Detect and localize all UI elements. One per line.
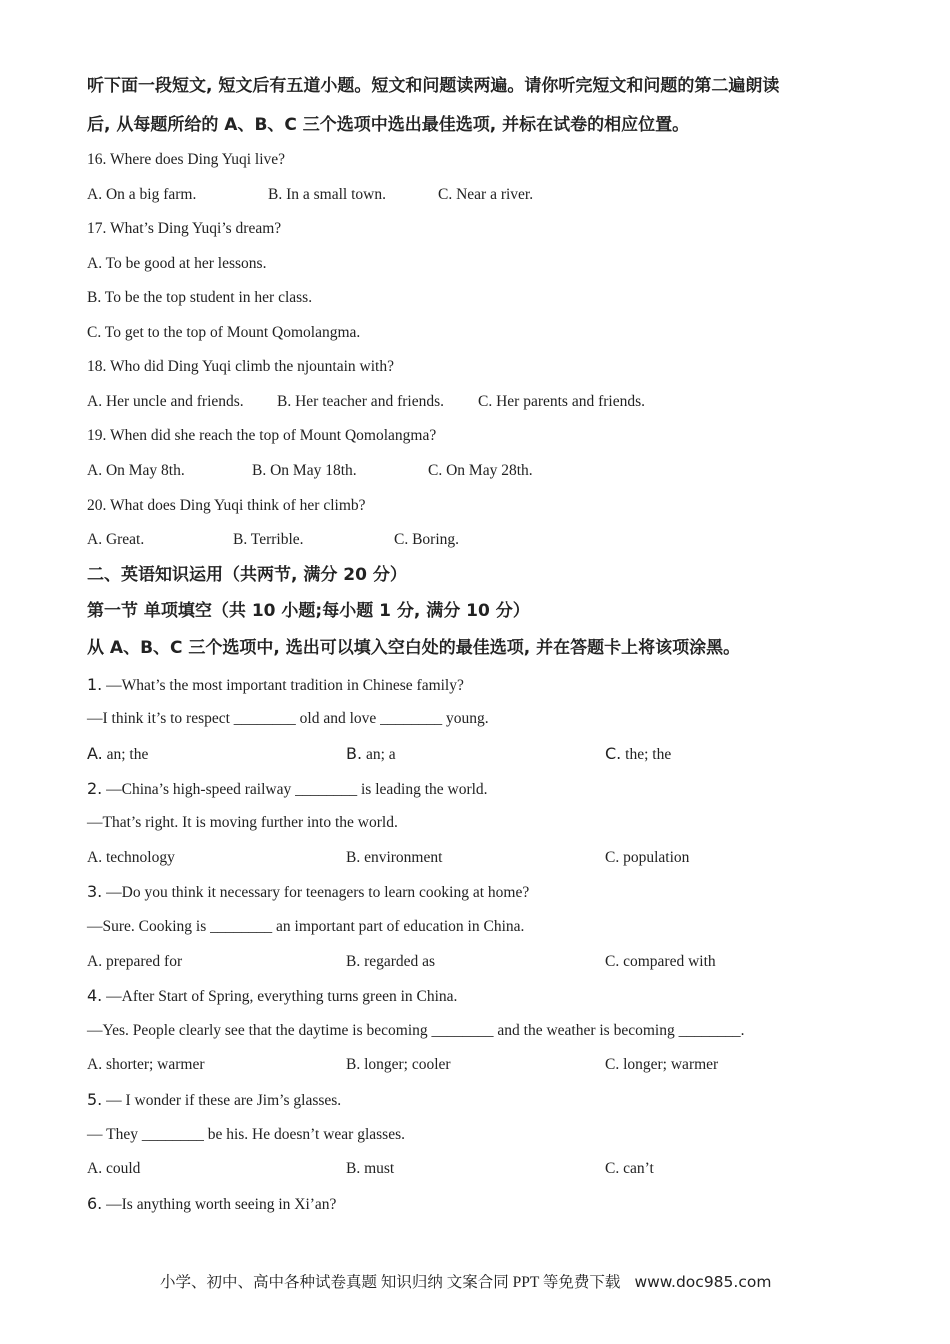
question-17: 17. What’s Ding Yuqi’s dream? <box>87 220 282 237</box>
option-17c: C. To get to the top of Mount Qomolangma. <box>87 324 361 341</box>
grammar-question-3 <box>87 882 529 903</box>
grammar-question-2 <box>87 779 488 800</box>
question-text: — I wonder if these are Jim’s glasses. <box>102 1092 342 1109</box>
grammar-question-5-reply: — They ________ be his. He doesn’t wear glasses. <box>87 1126 405 1143</box>
grammar-question-4 <box>87 986 457 1007</box>
option-5c: C. can’t <box>605 1160 654 1177</box>
option-16a: A. On a big farm. <box>87 186 197 203</box>
question-number: 5. <box>87 1090 103 1109</box>
question-number: 2. <box>87 779 103 798</box>
grammar-question-2-reply: —That’s right. It is moving further into the world. <box>87 814 398 831</box>
question-16: 16. Where does Ding Yuqi live? <box>87 151 286 168</box>
option-16c: C. Near a river. <box>438 186 534 203</box>
option-20b: B. Terrible. <box>233 531 304 548</box>
option-1c <box>605 744 671 765</box>
question-number: 1. <box>87 675 103 694</box>
footer-text: 小学、初中、高中各种试卷真题 知识归纳 文案合同 PPT 等免费下载 <box>160 1274 621 1291</box>
page-footer <box>160 1270 771 1292</box>
option-19b: B. On May 18th. <box>252 462 357 479</box>
question-text: —Is anything worth seeing in Xi’an? <box>102 1196 337 1213</box>
option-20c: C. Boring. <box>394 531 460 548</box>
option-text: an; a <box>362 746 396 763</box>
question-text: —After Start of Spring, everything turns green in China. <box>102 988 458 1005</box>
option-19a: A. On May 8th. <box>87 462 185 479</box>
listening-instructions-line1: 听下面一段短文, 短文后有五道小题。短文和问题读两遍。请你听完短文和问题的第二遍朗读 <box>87 76 780 96</box>
grammar-question-4-reply: —Yes. People clearly see that the daytime is becoming ________ and the weather is becoming ________. <box>87 1022 745 1039</box>
question-number: 6. <box>87 1194 103 1213</box>
option-1a <box>87 744 148 765</box>
question-text: —What’s the most important tradition in Chinese family? <box>102 677 464 694</box>
option-letter: C. <box>605 744 622 763</box>
option-5a: A. could <box>87 1160 141 1177</box>
option-text: an; the <box>102 746 149 763</box>
option-1b <box>346 744 396 765</box>
option-17b: B. To be the top student in her class. <box>87 289 313 306</box>
option-letter: B. <box>346 744 363 763</box>
section-2-title: 二、英语知识运用（共两节, 满分 20 分） <box>87 565 407 585</box>
option-3a: A. prepared for <box>87 953 183 970</box>
option-5b: B. must <box>346 1160 395 1177</box>
option-letter: A. <box>87 744 103 763</box>
question-20: 20. What does Ding Yuqi think of her climb? <box>87 497 366 514</box>
option-text: the; the <box>621 746 672 763</box>
part-1-title: 第一节 单项填空（共 10 小题;每小题 1 分, 满分 10 分） <box>87 601 530 621</box>
question-number: 3. <box>87 882 103 901</box>
option-4b: B. longer; cooler <box>346 1056 451 1073</box>
option-18b: B. Her teacher and friends. <box>277 393 444 410</box>
option-2a: A. technology <box>87 849 175 866</box>
question-19: 19. When did she reach the top of Mount Qomolangma? <box>87 427 437 444</box>
option-4c: C. longer; warmer <box>605 1056 719 1073</box>
question-18: 18. Who did Ding Yuqi climb the njountain with? <box>87 358 394 375</box>
footer-site-link[interactable]: www.doc985.com <box>634 1273 772 1291</box>
question-number: 4. <box>87 986 103 1005</box>
option-16b: B. In a small town. <box>268 186 386 203</box>
option-3c: C. compared with <box>605 953 716 970</box>
listening-instructions-line2: 后, 从每题所给的 A、B、C 三个选项中选出最佳选项, 并标在试卷的相应位置。 <box>87 115 690 135</box>
question-text: —Do you think it necessary for teenagers to learn cooking at home? <box>102 884 530 901</box>
option-18c: C. Her parents and friends. <box>478 393 646 410</box>
option-3b: B. regarded as <box>346 953 436 970</box>
option-2c: C. population <box>605 849 690 866</box>
option-4a: A. shorter; warmer <box>87 1056 205 1073</box>
option-18a: A. Her uncle and friends. <box>87 393 244 410</box>
part-1-instructions: 从 A、B、C 三个选项中, 选出可以填入空白处的最佳选项, 并在答题卡上将该项涂黑。 <box>87 638 741 658</box>
grammar-question-5 <box>87 1090 341 1111</box>
grammar-question-3-reply: —Sure. Cooking is ________ an important part of education in China. <box>87 918 525 935</box>
grammar-question-1 <box>87 675 464 696</box>
grammar-question-1-reply: —I think it’s to respect ________ old and love ________ young. <box>87 710 489 727</box>
option-17a: A. To be good at her lessons. <box>87 255 267 272</box>
option-19c: C. On May 28th. <box>428 462 533 479</box>
question-text: —China’s high-speed railway ________ is leading the world. <box>102 781 488 798</box>
option-20a: A. Great. <box>87 531 145 548</box>
grammar-question-6 <box>87 1194 336 1215</box>
option-2b: B. environment <box>346 849 443 866</box>
